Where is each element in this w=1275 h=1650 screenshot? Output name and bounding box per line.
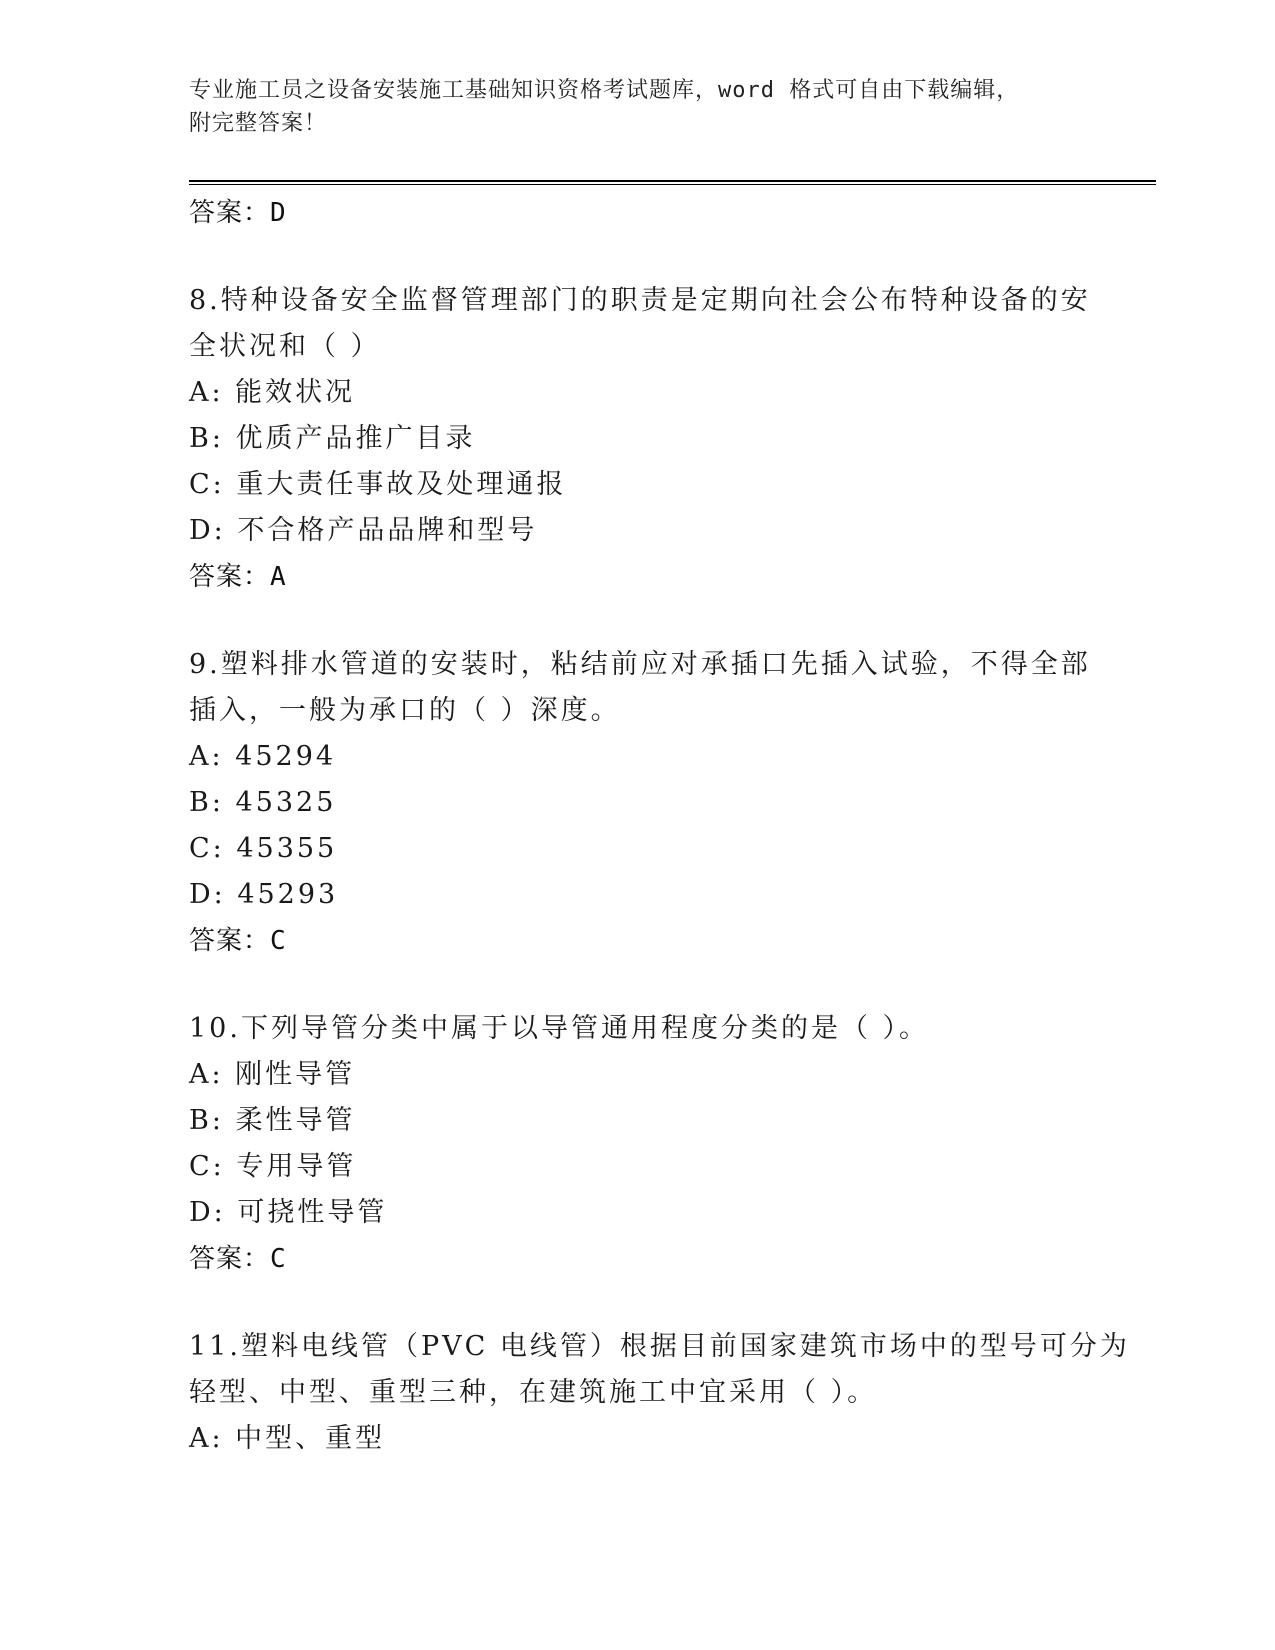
option-c: C: 重大责任事故及处理通报 <box>189 469 567 500</box>
option-c: C: 45355 <box>189 833 338 864</box>
option-b: B: 优质产品推广目录 <box>189 423 476 454</box>
option-c: C: 专用导管 <box>189 1151 357 1182</box>
header-line-1: 专业施工员之设备安装施工基础知识资格考试题库，word 格式可自由下载编辑， <box>189 78 1020 103</box>
option-d: D: 可挠性导管 <box>189 1197 388 1228</box>
option-d: D: 不合格产品品牌和型号 <box>189 515 538 546</box>
question-stem-line: 10.下列导管分类中属于以导管通用程度分类的是（ ）。 <box>189 1013 930 1044</box>
answer-line: 答案：C <box>189 926 287 956</box>
option-a: A: 刚性导管 <box>189 1059 356 1090</box>
question-stem-line: 11.塑料电线管（PVC 电线管）根据目前国家建筑市场中的型号可分为 <box>189 1331 1130 1362</box>
option-d: D: 45293 <box>189 879 339 910</box>
option-b: B: 柔性导管 <box>189 1105 356 1136</box>
question-10 <box>189 1006 1089 1282</box>
question-content <box>189 190 1130 1462</box>
option-b: B: 45325 <box>189 787 337 818</box>
question-stem-line: 轻型、中型、重型三种，在建筑施工中宜采用（ ）。 <box>189 1377 878 1408</box>
header-divider-thin <box>189 184 1156 185</box>
question-stem-line: 8.特种设备安全监督管理部门的职责是定期向社会公布特种设备的安 <box>189 285 1091 316</box>
option-a: A: 中型、重型 <box>189 1423 386 1454</box>
question-8 <box>189 278 1089 600</box>
question-stem-line: 插入，一般为承口的（ ）深度。 <box>189 695 621 726</box>
option-a: A: 能效状况 <box>189 377 356 408</box>
question-stem-line: 9.塑料排水管道的安装时，粘结前应对承插口先插入试验，不得全部 <box>189 649 1091 680</box>
question-11 <box>189 1324 1130 1462</box>
answer-line: 答案：A <box>189 562 287 592</box>
answer-line: 答案：C <box>189 1244 287 1274</box>
question-9 <box>189 642 1089 964</box>
header-line-2: 附完整答案！ <box>189 111 328 136</box>
header-divider-thick <box>189 180 1156 182</box>
answer-line-previous: 答案：D <box>189 198 287 228</box>
question-stem-line: 全状况和（ ） <box>189 331 381 362</box>
document-header <box>189 74 1039 140</box>
option-a: A: 45294 <box>189 741 337 772</box>
